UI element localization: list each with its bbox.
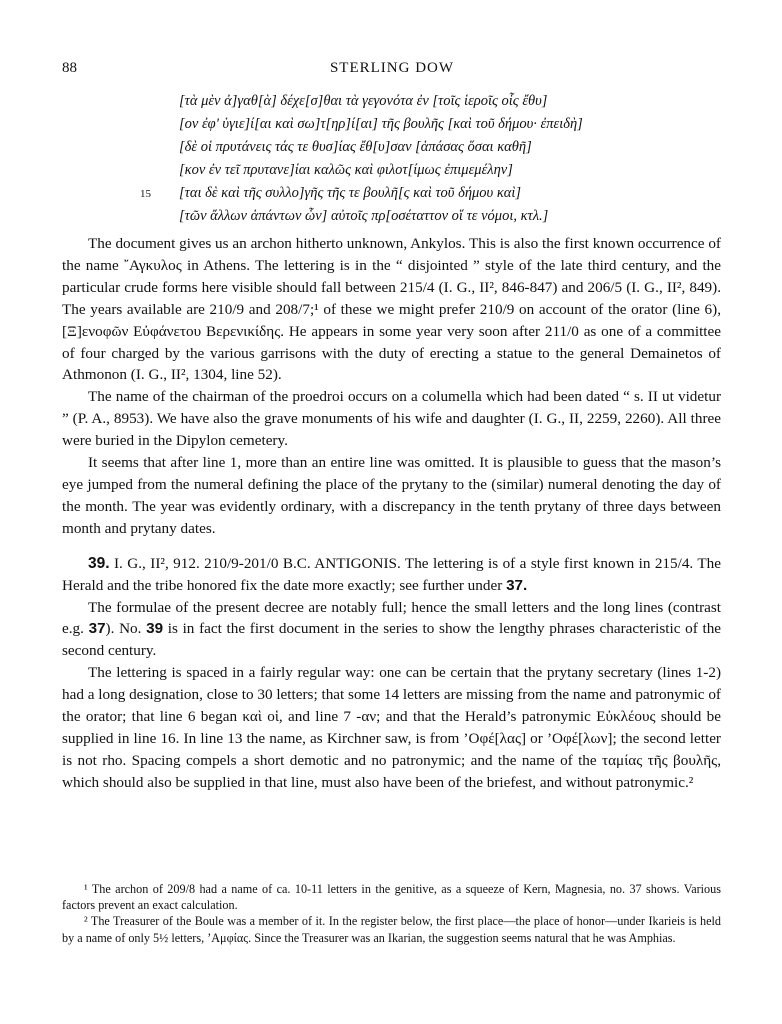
section-39-text: I. G., II², 912. 210/9-201/0 B.C. ANTIGONIS. The lettering is of a style first known in 215/4. The Herald and the tribe honored fix the date more exactly; see further under <box>62 554 721 594</box>
footnote: ² The Treasurer of the Boule was a member of it. In the register below, the first place—the place of honor—under Ikarieis is held by a name of only 5½ letters, ’Αμφίας. Since the Treasurer was an Ikarian, the suggestion seems natural that he was Amphias. <box>62 914 721 945</box>
inscription-line <box>60 139 700 162</box>
page-number: 88 <box>62 60 77 76</box>
inscription-line-text: [δὲ οἱ πρυτάνεις τάς τε θυσ]ίας ἔθ[υ]σαν [ἁπάσας ὅσαι καθῆ] <box>179 139 532 155</box>
inscription-line <box>60 162 700 185</box>
cross-reference: 37 <box>88 620 106 638</box>
footnote: ¹ The archon of 209/8 had a name of ca. 10-11 letters in the genitive, as a squeeze of Kern, Magnesia, no. 37 shows. Various factors prevent an exact calculation. <box>62 882 721 913</box>
inscription-line <box>60 93 700 116</box>
inscription-line-text: [κον ἐν τεῖ πρυτανε]ίαι καλῶς καὶ φιλοτ[ίμως ἐπιμεμέλην] <box>179 162 513 178</box>
paragraph: The document gives us an archon hitherto unknown, Ankylos. This is also the first known occurrence of the name ῎Αγκυλος in Athens. The lettering is in the “ disjointed ” style of the late third century, and the particular crude forms here visible should fall between 215/4 (I. G., II², 846-847) and 206/5 (I. G., II², 849). The years available are 210/9 and 208/7;¹ of these we might prefer 210/9 on account of the orator (line 6), [Ξ]ενοφῶν Εὐφάνετου Βερενικίδης. He appears in some year very soon after 211/0 as one of a committee of four charged by the various garrisons with the duty of erecting a statue to the general Demainetos of Athmonon (I. G., II², 1304, line 52). <box>62 235 721 384</box>
inscription-line <box>60 116 700 139</box>
inscription-line-text: [τὰ μὲν ἀ]γαθ[ὰ] δέχε[σ]θαι τὰ γεγονότα ἐν [τοῖς ἱεροῖς οἷς ἔθυ] <box>179 93 548 109</box>
inscription-line-text: [τῶν ἄλλων ἁπάντων ὧν] αὐτοῖς πρ[οσέταττον οἵ τε νόμοι, κτλ.] <box>179 208 549 224</box>
section-39-paragraph <box>62 553 721 597</box>
page-header <box>62 60 722 80</box>
paragraph: The lettering is spaced in a fairly regular way: one can be certain that the prytany secretary (lines 1-2) had a long designation, close to 30 letters; that some 14 letters are missing from the name and patronymic of the orator; that line 6 began καὶ οἱ, and line 7 -αν; and that the Herald’s patronymic Εὐκλέους should be supplied in line 16. In line 13 the name, as Kirchner saw, is from ’Οφέ[λας] or ’Οφέ[λων]; the second letter is not rho. Spacing compels a short demotic and no patronymic; and the name of the ταμίας τῆς βουλῆς, which should also be supplied in that line, must also have been of the briefest, and without patronymic.² <box>62 664 721 791</box>
paragraph-text: The formulae of the present decree are notably full; hence the small letters and the long lines (contrast e.g. <box>62 598 721 638</box>
inscription-line <box>60 185 700 208</box>
cross-reference: 37. <box>506 576 528 594</box>
greek-inscription-text <box>60 93 700 231</box>
paragraph: The name of the chairman of the proedroi occurs on a columella which had been dated “ s. II ut videtur ” (P. A., 8953). We have also the grave monuments of his wife and daughter (I. G., II, 2259, 2260). All three were buried in the Dipylon cemetery. <box>62 388 721 450</box>
body-text <box>62 233 721 794</box>
paragraph <box>62 597 721 663</box>
inscription-line <box>60 208 700 231</box>
line-number: 15 <box>140 188 151 200</box>
running-head: STERLING DOW <box>329 60 455 76</box>
footnotes <box>62 881 721 946</box>
cross-reference: 39 <box>146 620 164 638</box>
inscription-line-text: [ον ἐφ' ὑγιε]ί[αι καὶ σω]τ[ηρ]ί[αι] τῆς βουλῆς [καὶ τοῦ δήμου· ἐπειδὴ] <box>179 116 583 132</box>
paragraph: It seems that after line 1, more than an entire line was omitted. It is plausible to guess that the mason’s eye jumped from the numeral defining the place of the prytany to the (similar) numeral denoting the day of the month. The year was evidently ordinary, with a discrepancy in the tenth prytany of three days between month and prytany dates. <box>62 454 721 537</box>
paragraph-text: ). No. <box>105 620 142 638</box>
section-number: 39. <box>88 554 110 572</box>
inscription-line-text: [ται δὲ καὶ τῆς συλλο]γῆς τῆς τε βουλῆ[ς καὶ τοῦ δήμου καὶ] <box>179 185 522 201</box>
paragraph-text: is in fact the first document in the series to show the lengthy phrases characteristic of the second century. <box>62 620 722 660</box>
